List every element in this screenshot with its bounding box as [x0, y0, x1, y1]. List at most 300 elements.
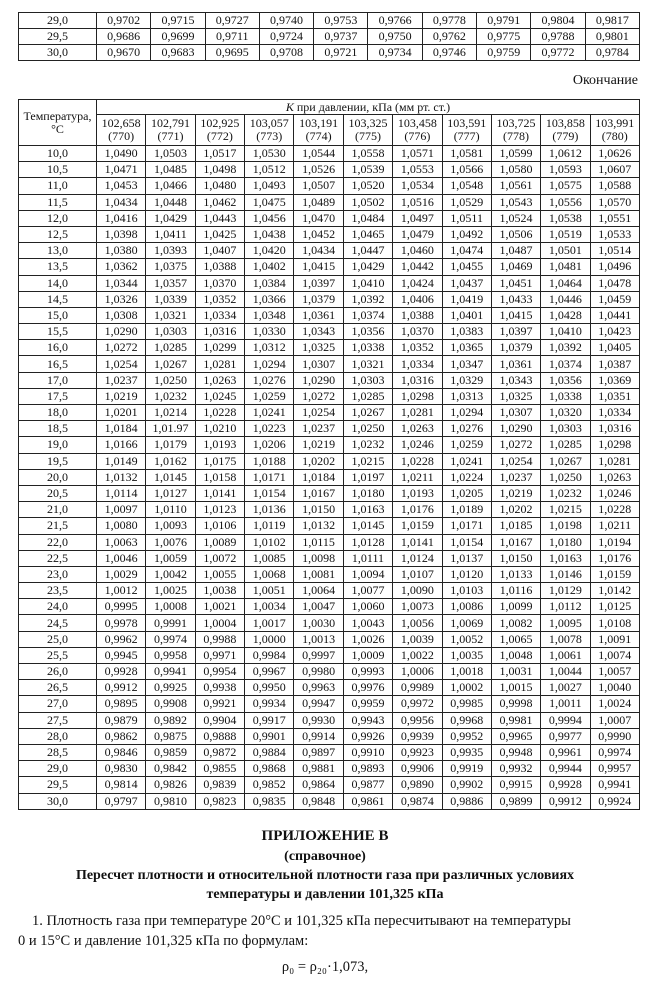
- k-value-cell: 1,0434: [294, 243, 343, 259]
- table-row: [19, 324, 640, 340]
- k-value-cell: 0,9886: [442, 793, 491, 809]
- k-value-cell: 1,0593: [541, 162, 590, 178]
- k-value-cell: 1,0163: [541, 550, 590, 566]
- k-value-cell: 1,0334: [393, 356, 442, 372]
- k-value-cell: 1,0254: [97, 356, 146, 372]
- k-value-cell: 1,0316: [393, 372, 442, 388]
- k-value-cell: 1,0351: [590, 388, 639, 404]
- k-value-cell: 0,9893: [343, 761, 392, 777]
- table-row: [19, 502, 640, 518]
- k-value-cell: 1,0387: [590, 356, 639, 372]
- k-value-cell: 1,0384: [245, 275, 294, 291]
- k-value-cell: 0,9861: [343, 793, 392, 809]
- k-value-cell: 0,9797: [97, 793, 146, 809]
- k-value-cell: 1,0316: [195, 324, 244, 340]
- k-value-cell: 1,0348: [245, 307, 294, 323]
- k-value-cell: 1,0137: [442, 550, 491, 566]
- k-value-cell: 0,9775: [477, 29, 531, 45]
- k-value-cell: 1,0081: [294, 566, 343, 582]
- pressure-mmhg: (776): [404, 129, 431, 143]
- k-value-cell: 0,9977: [541, 728, 590, 744]
- temperature-cell: 23,0: [19, 566, 97, 582]
- k-value-cell: 0,9952: [442, 728, 491, 744]
- k-value-cell: 0,9855: [195, 761, 244, 777]
- k-value-cell: 0,9994: [541, 712, 590, 728]
- k-value-cell: 0,9923: [393, 744, 442, 760]
- table-row: [19, 162, 640, 178]
- k-value-cell: 1,0272: [294, 388, 343, 404]
- k-value-cell: 1,0223: [245, 421, 294, 437]
- k-value-cell: 1,0002: [442, 680, 491, 696]
- k-value-cell: 1,0383: [442, 324, 491, 340]
- temperature-cell: 15,5: [19, 324, 97, 340]
- k-value-cell: 1,0466: [146, 178, 195, 194]
- k-value-cell: 1,0237: [97, 372, 146, 388]
- temperature-cell: 14,5: [19, 291, 97, 307]
- k-value-cell: 0,9788: [531, 29, 585, 45]
- k-value-cell: 0,9859: [146, 744, 195, 760]
- k-value-cell: 1,0007: [590, 712, 639, 728]
- table-row: [19, 696, 640, 712]
- temperature-cell: 20,5: [19, 485, 97, 501]
- k-value-cell: 1,0046: [97, 550, 146, 566]
- k-value-cell: 0,9801: [585, 29, 639, 45]
- k-value-cell: 1,0388: [393, 307, 442, 323]
- k-value-cell: 1,0285: [146, 340, 195, 356]
- table-row: [19, 777, 640, 793]
- temperature-cell: 29,0: [19, 761, 97, 777]
- k-value-cell: 1,0228: [590, 502, 639, 518]
- pressure-header-cell: [442, 115, 491, 146]
- k-value-cell: 0,9721: [314, 45, 368, 61]
- k-value-cell: 0,9925: [146, 680, 195, 696]
- k-value-cell: 0,9928: [541, 777, 590, 793]
- k-value-cell: 0,9997: [294, 647, 343, 663]
- k-value-cell: 1,0127: [146, 485, 195, 501]
- k-value-cell: 1,0080: [97, 518, 146, 534]
- k-value-cell: 1,0538: [541, 210, 590, 226]
- k-value-cell: 1,0441: [590, 307, 639, 323]
- k-value-cell: 0,9746: [422, 45, 476, 61]
- k-value-cell: 1,0321: [343, 356, 392, 372]
- temperature-cell: 28,0: [19, 728, 97, 744]
- k-value-cell: 1,0415: [294, 259, 343, 275]
- k-value-cell: 1,0415: [491, 307, 540, 323]
- pressure-kpa: 103,458: [397, 116, 437, 130]
- k-value-cell: 0,9991: [146, 615, 195, 631]
- k-value-cell: 1,0149: [97, 453, 146, 469]
- table-row: [19, 680, 640, 696]
- k-value-cell: 1,0420: [245, 243, 294, 259]
- k-value-cell: 0,9910: [343, 744, 392, 760]
- k-value-cell: 1,0298: [590, 437, 639, 453]
- k-value-cell: 1,0029: [97, 566, 146, 582]
- temperature-column-header: Температура, °С: [19, 100, 97, 146]
- k-value-cell: 1,0059: [146, 550, 195, 566]
- k-value-cell: 0,9897: [294, 744, 343, 760]
- k-value-cell: 1,0154: [245, 485, 294, 501]
- k-value-cell: 1,0035: [442, 647, 491, 663]
- temperature-cell: 13,5: [19, 259, 97, 275]
- k-value-cell: 1,0281: [590, 453, 639, 469]
- pressure-header-cell: [245, 115, 294, 146]
- k-value-cell: 1,0267: [146, 356, 195, 372]
- k-value-cell: 1,0082: [491, 615, 540, 631]
- k-value-cell: 0,9686: [97, 29, 151, 45]
- k-value-cell: 1,0612: [541, 146, 590, 162]
- k-value-cell: 1,0061: [541, 647, 590, 663]
- k-value-cell: 1,0047: [294, 599, 343, 615]
- table-row: [19, 437, 640, 453]
- k-value-cell: 0,9912: [541, 793, 590, 809]
- pressure-mmhg: (774): [305, 129, 332, 143]
- pressure-header-cell: [343, 115, 392, 146]
- k-value-cell: 1,0219: [491, 485, 540, 501]
- k-value-cell: 1,0077: [343, 583, 392, 599]
- temperature-cell: 20,0: [19, 469, 97, 485]
- k-value-cell: 1,0580: [491, 162, 540, 178]
- k-value-cell: 1,0073: [393, 599, 442, 615]
- k-value-cell: 1,0516: [393, 194, 442, 210]
- table-row: [19, 307, 640, 323]
- pressure-mmhg: (771): [157, 129, 184, 143]
- table-row: [19, 664, 640, 680]
- k-value-cell: 1,0021: [195, 599, 244, 615]
- k-value-cell: 1,0211: [393, 469, 442, 485]
- k-value-cell: 1,0042: [146, 566, 195, 582]
- temperature-cell: 14,0: [19, 275, 97, 291]
- k-value-cell: 1,0361: [294, 307, 343, 323]
- pressure-mmhg: (779): [552, 129, 579, 143]
- temperature-cell: 23,5: [19, 583, 97, 599]
- k-value-cell: 1,0480: [195, 178, 244, 194]
- table-row: [19, 453, 640, 469]
- k-value-cell: 1,0581: [442, 146, 491, 162]
- k-pressure-header: [97, 100, 640, 115]
- k-value-cell: 1,0303: [146, 324, 195, 340]
- k-value-cell: 1,0607: [590, 162, 639, 178]
- appendix-heading-line2: температуры и давлении 101,325 кПа: [206, 887, 444, 902]
- k-value-cell: 1,0056: [393, 615, 442, 631]
- k-value-cell: 0,9766: [368, 13, 422, 29]
- table-row: [19, 421, 640, 437]
- table-row: [19, 226, 640, 242]
- appendix-subtitle: (справочное): [284, 849, 366, 864]
- k-value-cell: 0,9683: [151, 45, 205, 61]
- k-value-cell: 1,0443: [195, 210, 244, 226]
- k-value-cell: 1,0159: [393, 518, 442, 534]
- k-value-cell: 1,0402: [245, 259, 294, 275]
- k-value-cell: 1,0189: [442, 502, 491, 518]
- k-value-cell: 1,0374: [343, 307, 392, 323]
- table-row: [19, 372, 640, 388]
- k-value-cell: 1,0068: [245, 566, 294, 582]
- temperature-cell: 24,5: [19, 615, 97, 631]
- k-value-cell: 1,0451: [491, 275, 540, 291]
- k-value-cell: 1,0379: [294, 291, 343, 307]
- k-value-cell: 1,0040: [590, 680, 639, 696]
- k-value-cell: 1,0464: [541, 275, 590, 291]
- k-value-cell: 1,0099: [491, 599, 540, 615]
- pressure-kpa: 103,191: [299, 116, 339, 130]
- k-value-cell: 1,0114: [97, 485, 146, 501]
- k-value-cell: 0,9930: [294, 712, 343, 728]
- table-row: [19, 194, 640, 210]
- k-value-cell: 0,9727: [205, 13, 259, 29]
- k-value-cell: 1,0267: [541, 453, 590, 469]
- k-value-cell: 1,0072: [195, 550, 244, 566]
- k-value-cell: 1,0150: [491, 550, 540, 566]
- k-value-cell: 1,0210: [195, 421, 244, 437]
- k-value-cell: 1,0329: [442, 372, 491, 388]
- k-value-cell: 1,0012: [97, 583, 146, 599]
- temperature-cell: 30,0: [19, 45, 97, 61]
- k-value-cell: 1,0571: [393, 146, 442, 162]
- temperature-cell: 18,0: [19, 405, 97, 421]
- k-value-cell: 0,9875: [146, 728, 195, 744]
- k-value-cell: 0,9935: [442, 744, 491, 760]
- k-value-cell: 1,0588: [590, 178, 639, 194]
- k-value-cell: 1,0524: [491, 210, 540, 226]
- k-value-cell: 1,0429: [343, 259, 392, 275]
- k-value-cell: 1,0356: [343, 324, 392, 340]
- k-value-cell: 1,0465: [343, 226, 392, 242]
- pressure-header-cell: [393, 115, 442, 146]
- k-value-cell: 1,0013: [294, 631, 343, 647]
- k-value-cell: 0,9772: [531, 45, 585, 61]
- k-value-cell: 1,0452: [294, 226, 343, 242]
- k-value-cell: 1,0167: [294, 485, 343, 501]
- pressure-kpa: 103,325: [348, 116, 388, 130]
- k-value-cell: 1,0506: [491, 226, 540, 242]
- pressure-kpa: 103,057: [249, 116, 289, 130]
- k-value-cell: 1,0343: [294, 324, 343, 340]
- k-value-cell: 1,0570: [590, 194, 639, 210]
- k-value-cell: 0,9759: [477, 45, 531, 61]
- k-value-cell: 0,9998: [491, 696, 540, 712]
- k-value-cell: 1,0471: [97, 162, 146, 178]
- k-value-cell: 1,0519: [541, 226, 590, 242]
- k-value-cell: 1,0517: [195, 146, 244, 162]
- pressure-kpa: 103,858: [545, 116, 585, 130]
- k-value-cell: 0,9984: [245, 647, 294, 663]
- k-value-cell: 1,0316: [590, 421, 639, 437]
- k-value-cell: 0,9926: [343, 728, 392, 744]
- pressure-mmhg: (773): [256, 129, 283, 143]
- k-value-cell: 1,0326: [97, 291, 146, 307]
- k-value-cell: 1,0254: [294, 405, 343, 421]
- k-value-cell: 0,9990: [590, 728, 639, 744]
- k-value-cell: 1,0110: [146, 502, 195, 518]
- temperature-cell: 11,0: [19, 178, 97, 194]
- k-value-cell: 1,0272: [97, 340, 146, 356]
- k-value-cell: 0,9989: [393, 680, 442, 696]
- k-value-cell: 1,0112: [541, 599, 590, 615]
- k-value-cell: 0,9945: [97, 647, 146, 663]
- k-value-cell: 0,9959: [343, 696, 392, 712]
- k-value-cell: 1,0034: [245, 599, 294, 615]
- temperature-cell: 29,0: [19, 13, 97, 29]
- k-value-cell: 1,0446: [541, 291, 590, 307]
- k-value-cell: 1,0459: [590, 291, 639, 307]
- k-value-cell: 1,0423: [590, 324, 639, 340]
- k-value-cell: 1,0285: [343, 388, 392, 404]
- k-value-cell: 1,0263: [195, 372, 244, 388]
- k-value-cell: 1,0339: [146, 291, 195, 307]
- k-value-cell: 1,0150: [294, 502, 343, 518]
- k-value-cell: 1,0039: [393, 631, 442, 647]
- k-value-cell: 0,9917: [245, 712, 294, 728]
- table-row: [19, 761, 640, 777]
- k-value-cell: 1,0303: [343, 372, 392, 388]
- k-value-cell: 0,9724: [259, 29, 313, 45]
- k-value-cell: 1,0370: [195, 275, 244, 291]
- k-value-cell: 0,9971: [195, 647, 244, 663]
- k-value-cell: 1,0548: [442, 178, 491, 194]
- k-value-cell: 1,0232: [146, 388, 195, 404]
- k-value-cell: 1,0497: [393, 210, 442, 226]
- table-row: [19, 647, 640, 663]
- k-value-cell: 1,0325: [491, 388, 540, 404]
- appendix-title: ПРИЛОЖЕНИЕ В: [261, 828, 389, 844]
- k-value-cell: 1,0018: [442, 664, 491, 680]
- k-value-cell: 0,9915: [491, 777, 540, 793]
- k-value-cell: 1,0093: [146, 518, 195, 534]
- temperature-cell: 10,5: [19, 162, 97, 178]
- table-row: [19, 356, 640, 372]
- k-value-cell: 1,0158: [195, 469, 244, 485]
- k-value-cell: 0,9892: [146, 712, 195, 728]
- k-value-cell: 1,0352: [393, 340, 442, 356]
- paragraph-line2: 0 и 15°С и давление 101,325 кПа по формулам:: [18, 933, 309, 949]
- k-value-cell: 1,0246: [590, 485, 639, 501]
- k-value-cell: 0,9980: [294, 664, 343, 680]
- k-value-cell: 1,0228: [195, 405, 244, 421]
- k-value-cell: 1,0048: [491, 647, 540, 663]
- temperature-cell: 21,0: [19, 502, 97, 518]
- k-value-cell: 1,0162: [146, 453, 195, 469]
- k-value-cell: 1,0330: [245, 324, 294, 340]
- k-value-cell: 1,0462: [195, 194, 244, 210]
- k-value-cell: 0,9826: [146, 777, 195, 793]
- k-value-cell: 1,0529: [442, 194, 491, 210]
- k-value-cell: 1,0303: [541, 421, 590, 437]
- k-value-cell: 0,9835: [245, 793, 294, 809]
- k-value-cell: 1,0575: [541, 178, 590, 194]
- table-body: [19, 146, 640, 810]
- k-value-cell: 1,0180: [541, 534, 590, 550]
- k-value-cell: 1,0259: [245, 388, 294, 404]
- k-value-cell: 0,9868: [245, 761, 294, 777]
- k-value-cell: 1,0496: [590, 259, 639, 275]
- table-row: [19, 210, 640, 226]
- k-value-cell: 1,0493: [245, 178, 294, 194]
- table-row: [19, 243, 640, 259]
- k-value-cell: 0,9965: [491, 728, 540, 744]
- k-value-cell: 1,0388: [195, 259, 244, 275]
- k-value-cell: 1,0281: [195, 356, 244, 372]
- k-value-cell: 1,0393: [146, 243, 195, 259]
- formula: ρ₀ = ρ₂₀·1,073,: [281, 959, 369, 975]
- k-value-cell: 0,9842: [146, 761, 195, 777]
- k-value-cell: 1,0410: [541, 324, 590, 340]
- k-value-cell: 1,0015: [491, 680, 540, 696]
- k-value-cell: 1,0202: [294, 453, 343, 469]
- k-value-cell: 1,0176: [590, 550, 639, 566]
- k-value-cell: 0,9932: [491, 761, 540, 777]
- pressure-mmhg: (778): [503, 129, 530, 143]
- k-value-cell: 1,0429: [146, 210, 195, 226]
- k-value-cell: 1,0224: [442, 469, 491, 485]
- k-value-cell: 1,0188: [245, 453, 294, 469]
- k-value-cell: 1,0194: [590, 534, 639, 550]
- k-value-cell: 1,0228: [393, 453, 442, 469]
- k-value-cell: 1,0290: [491, 421, 540, 437]
- k-value-cell: 1,0392: [541, 340, 590, 356]
- k-value-cell: 1,0425: [195, 226, 244, 242]
- k-value-cell: 0,9890: [393, 777, 442, 793]
- pressure-kpa: 102,791: [151, 116, 191, 130]
- pressure-header-row: [19, 115, 640, 146]
- k-value-cell: 1,0024: [590, 696, 639, 712]
- k-value-cell: 0,9817: [585, 13, 639, 29]
- k-value-cell: 1,0352: [195, 291, 244, 307]
- pressure-kpa: 103,991: [595, 116, 635, 130]
- k-value-cell: 1,0356: [541, 372, 590, 388]
- k-value-cell: 1,0437: [442, 275, 491, 291]
- table-row: [19, 291, 640, 307]
- k-value-cell: 1,0094: [343, 566, 392, 582]
- k-value-cell: 0,9941: [590, 777, 639, 793]
- k-value-cell: 1,0074: [590, 647, 639, 663]
- pressure-mmhg: (775): [354, 129, 381, 143]
- pressure-mmhg: (770): [108, 129, 135, 143]
- temperature-cell: 13,0: [19, 243, 97, 259]
- k-value-cell: 1,0215: [343, 453, 392, 469]
- table-row: [19, 712, 640, 728]
- k-value-cell: 1,0501: [541, 243, 590, 259]
- k-value-cell: 1,0107: [393, 566, 442, 582]
- k-value-cell: 1,0503: [146, 146, 195, 162]
- k-value-cell: 0,9708: [259, 45, 313, 61]
- k-value-cell: 1,0125: [590, 599, 639, 615]
- k-value-cell: 1,0343: [491, 372, 540, 388]
- k-value-cell: 1,0281: [393, 405, 442, 421]
- pressure-kpa: 103,725: [496, 116, 536, 130]
- k-value-cell: 1,0507: [294, 178, 343, 194]
- k-value-cell: 0,9881: [294, 761, 343, 777]
- k-value-cell: 1,0089: [195, 534, 244, 550]
- temperature-cell: 22,0: [19, 534, 97, 550]
- k-value-cell: 1,0485: [146, 162, 195, 178]
- k-value-cell: 0,9753: [314, 13, 368, 29]
- temperature-cell: 18,5: [19, 421, 97, 437]
- top-table: [18, 12, 640, 61]
- k-value-cell: 1,0294: [245, 356, 294, 372]
- k-value-cell: 1,0347: [442, 356, 491, 372]
- k-value-cell: 1,0009: [343, 647, 392, 663]
- k-value-cell: 1,0185: [491, 518, 540, 534]
- temperature-cell: 11,5: [19, 194, 97, 210]
- table-row: [19, 340, 640, 356]
- k-value-cell: 1,0063: [97, 534, 146, 550]
- k-value-cell: 1,0232: [343, 437, 392, 453]
- k-value-cell: 0,9908: [146, 696, 195, 712]
- k-value-cell: 1,0202: [491, 502, 540, 518]
- k-value-cell: 0,9938: [195, 680, 244, 696]
- table-row: [19, 518, 640, 534]
- k-value-cell: 0,9778: [422, 13, 476, 29]
